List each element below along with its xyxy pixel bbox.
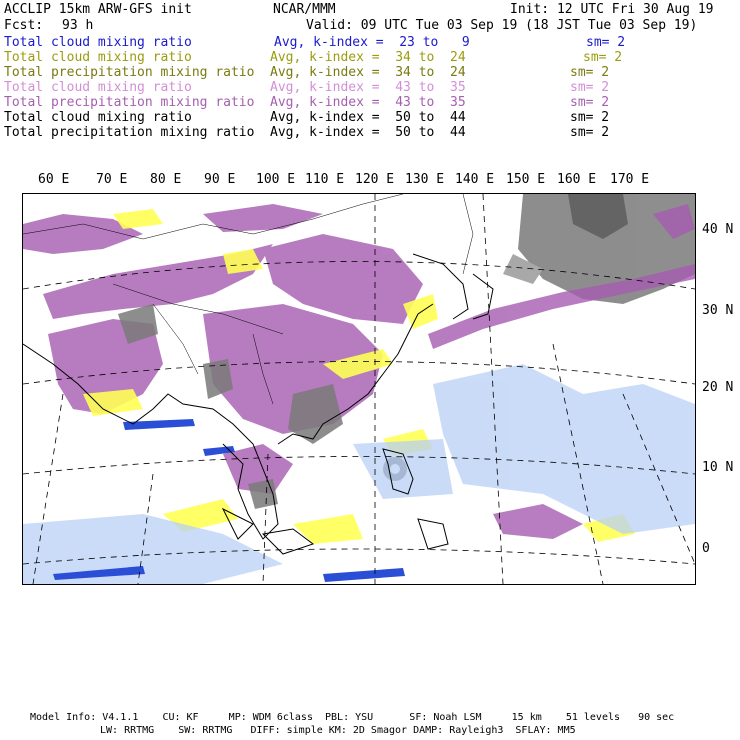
valid-time: Valid: 09 UTC Tue 03 Sep 19 (18 JST Tue 03 Sep 19) xyxy=(306,18,698,33)
field-avg-range: Avg, k-index = 34 to 24 xyxy=(270,50,466,65)
field-avg-range: Avg, k-index = 43 to 35 xyxy=(270,95,466,110)
field-name: Total cloud mixing ratio xyxy=(4,80,192,95)
init-time: Init: 12 UTC Fri 30 Aug 19 xyxy=(510,2,714,17)
longitude-label: 60 E xyxy=(38,172,70,187)
fcst-value: 93 h xyxy=(62,18,94,33)
center-label: NCAR/MMM xyxy=(273,2,336,17)
field-avg-range: Avg, k-index = 50 to 44 xyxy=(270,110,466,125)
longitude-label: 170 E xyxy=(610,172,650,187)
field-name: Total cloud mixing ratio xyxy=(4,50,192,65)
fcst-label: Fcst: xyxy=(4,18,44,33)
longitude-label: 140 E xyxy=(455,172,495,187)
field-avg-range: Avg, k-index = 50 to 44 xyxy=(270,125,466,140)
field-avg-range: Avg, k-index = 23 to 9 xyxy=(274,35,470,50)
longitude-label: 70 E xyxy=(96,172,128,187)
longitude-label: 90 E xyxy=(204,172,236,187)
field-name: Total cloud mixing ratio xyxy=(4,35,192,50)
field-smoothing: sm= 2 xyxy=(586,35,626,50)
field-smoothing: sm= 2 xyxy=(570,125,610,140)
model-title: ACCLIP 15km ARW-GFS init xyxy=(4,2,192,17)
field-avg-range: Avg, k-index = 43 to 35 xyxy=(270,80,466,95)
longitude-label: 130 E xyxy=(405,172,445,187)
longitude-label: 160 E xyxy=(557,172,597,187)
field-smoothing: sm= 2 xyxy=(570,95,610,110)
latitude-label: 20 N xyxy=(702,380,734,395)
field-smoothing: sm= 2 xyxy=(583,50,623,65)
model-info-line2: LW: RRTMG SW: RRTMG DIFF: simple KM: 2D Smagor DAMP: Rayleigh3 SFLAY: MM5 xyxy=(100,725,576,736)
longitude-label: 120 E xyxy=(355,172,395,187)
forecast-map xyxy=(23,194,695,584)
field-name: Total precipitation mixing ratio xyxy=(4,95,255,110)
map-frame xyxy=(22,193,696,585)
field-name: Total precipitation mixing ratio xyxy=(4,125,255,140)
latitude-label: 0 xyxy=(702,541,710,556)
longitude-label: 150 E xyxy=(506,172,546,187)
latitude-label: 10 N xyxy=(702,460,734,475)
latitude-label: 40 N xyxy=(702,222,734,237)
field-avg-range: Avg, k-index = 34 to 24 xyxy=(270,65,466,80)
longitude-label: 110 E xyxy=(305,172,345,187)
longitude-label: 100 E xyxy=(256,172,296,187)
field-name: Total precipitation mixing ratio xyxy=(4,65,255,80)
field-smoothing: sm= 2 xyxy=(570,65,610,80)
field-smoothing: sm= 2 xyxy=(570,110,610,125)
field-smoothing: sm= 2 xyxy=(570,80,610,95)
longitude-label: 80 E xyxy=(150,172,182,187)
latitude-label: 30 N xyxy=(702,303,734,318)
model-info-line1: Model Info: V4.1.1 CU: KF MP: WDM 6class PBL: YSU SF: Noah LSM 15 km 51 levels 90 sec xyxy=(30,712,675,723)
field-name: Total cloud mixing ratio xyxy=(4,110,192,125)
